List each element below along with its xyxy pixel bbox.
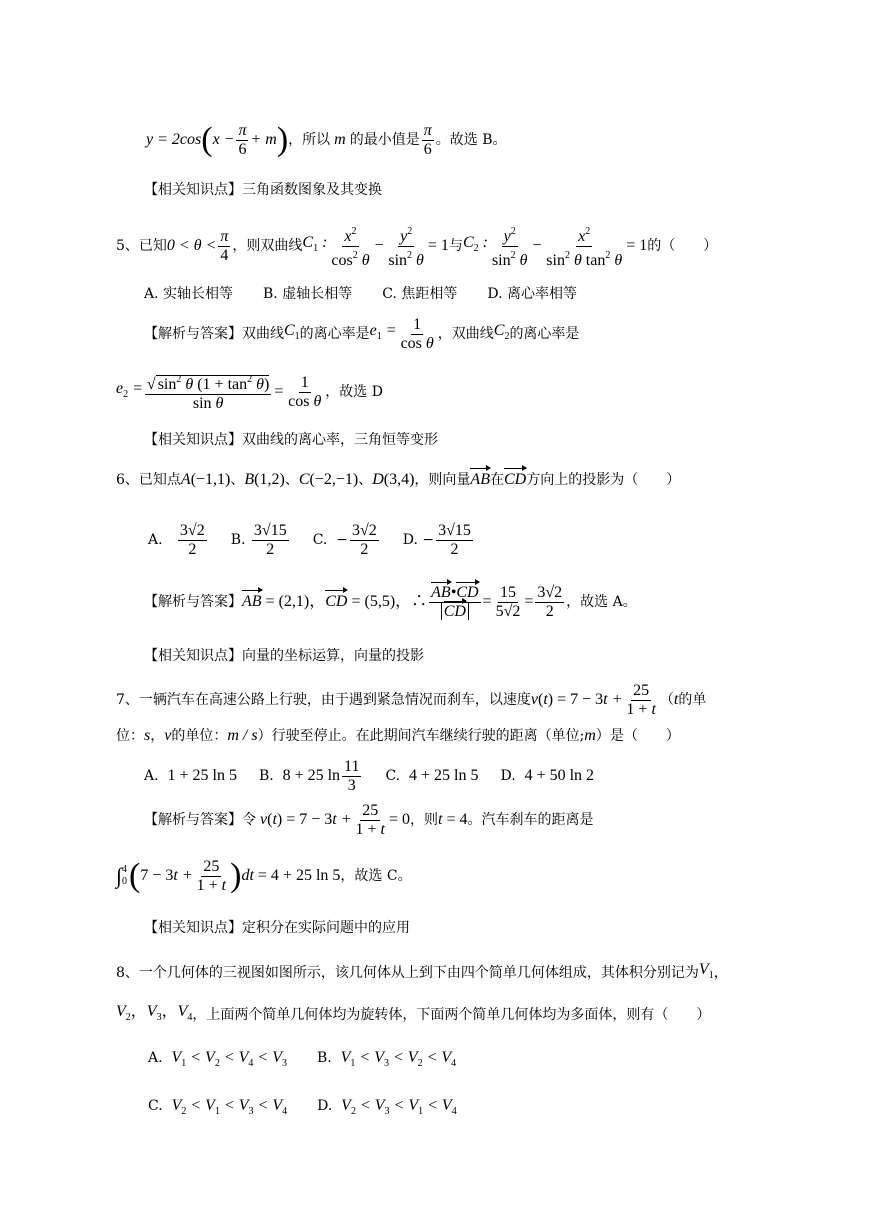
math-t: t: [673, 691, 679, 708]
math-y-2cos: y = 2cos: [146, 131, 202, 148]
question-8-line2: [116, 1002, 710, 1028]
math-c1: $C_1$ :: [302, 234, 328, 254]
q7-line2-a: 位：: [116, 728, 144, 744]
text-min: 的最小值是: [349, 132, 420, 148]
math-ab-value: = (2,1)，: [261, 593, 326, 610]
q7-ans-head: 【解析与答案】令: [144, 812, 256, 828]
q6-option-c-label: C. −: [312, 532, 348, 548]
fraction-y2-sin2: $\frac{y^2}{\sin^2 \theta}$: [386, 223, 426, 270]
q6-option-d-label: D. −: [402, 532, 435, 548]
fraction-25-1t-c: $\frac{25}{1 + t}$: [196, 857, 227, 894]
math-e2: $e_2$ =: [116, 380, 143, 400]
q8-line2: ，上面两个简单几何体均为旋转体，下面两个简单几何体均为多面体，则有（ ）: [192, 1007, 711, 1023]
math-v2-v3-v4: $V_2$，$V_3$，$V_4$: [116, 1003, 193, 1023]
q5-options: [144, 284, 577, 304]
q5-ans-mid2: ，双曲线: [437, 326, 494, 342]
q8-line1: 8、一个几何体的三视图如图所示，该几何体从上到下由四个简单几何体组成，其体积分别记为: [116, 965, 699, 981]
unit-m-per-s: m / s: [227, 727, 258, 744]
math-dt-result: dt = 4 + 25 ln 5: [241, 867, 341, 884]
math-velocity: v(t) = 7 − 3t +: [530, 691, 623, 708]
math-integral: ∫: [116, 863, 123, 888]
question-7-line2: [116, 726, 680, 746]
q7-line2-c: 的单位：: [171, 728, 228, 744]
vector-ab: AB: [470, 471, 490, 488]
math-x-minus: x −: [212, 131, 235, 148]
math-minus: −: [373, 237, 385, 254]
knowledge-point-4: 【相关知识点】三角函数图象及其变换: [144, 182, 382, 198]
vector-cd: CD: [503, 471, 527, 488]
question-5: [116, 222, 717, 270]
math-c1b: $C_1$: [284, 322, 300, 342]
math-eq-0: = 0: [389, 811, 411, 828]
q5-ans-head: 【解析与答案】双曲线: [144, 326, 284, 342]
q5-ans-end: 的离心率是: [509, 326, 580, 342]
q7-ans-mid: ，则: [410, 812, 439, 828]
q6-option-d-value: $\frac{3√15}{2}$: [438, 521, 471, 558]
q6-suffix: 方向上的投影为（ ）: [526, 472, 681, 488]
q6-prefix: 6、已知点: [116, 472, 181, 488]
math-eq: =: [273, 383, 285, 400]
math-plus-m: + m: [250, 131, 277, 148]
q7-option-d: D. 4 + 50 ln 2: [500, 767, 595, 784]
q8-option-c: C. $V_2 < V_1 < V_3 < V_4$: [148, 1097, 288, 1117]
fraction-1-cos: $\frac{1}{\text{cos θ}}$: [400, 315, 434, 352]
q7-option-b: B. 8 + 25 ln: [258, 767, 341, 784]
q6-mid2: 在: [489, 472, 504, 488]
math-eq-1b: = 1: [626, 237, 648, 254]
fraction-3sqrt2-2: $\frac{3√2}{2}$: [537, 583, 563, 620]
integral-bounds: 4 0: [122, 864, 128, 887]
q8-option-b: B. $V_1 < V_3 < V_2 < V_4$: [316, 1049, 457, 1069]
fraction-sqrt-e2: $\frac{√ \sin^2 \theta (1 + \tan^2 \theta)}{\text{sin θ}}$: [145, 371, 271, 413]
solution-4-tail: [146, 116, 507, 164]
q7-line2-b: ，: [150, 728, 165, 744]
fraction-25-1t: $\frac{25}{1 + t}$: [626, 681, 656, 718]
q5-suffix: 的（ ）: [647, 238, 718, 254]
q7-line2-e: ）是（ ）: [595, 728, 680, 744]
fraction-1-cos-b: $\frac{1}{\text{cos θ}}$: [288, 373, 322, 410]
fraction-pi-4: $\frac{\pi}{4}$: [220, 227, 229, 264]
question-7-line1: [116, 678, 706, 722]
q5-mid1: ，则双曲线: [232, 238, 303, 254]
q5-option-c: C. 焦距相等: [382, 286, 458, 302]
q7-suffix1: （: [659, 692, 674, 708]
q6-option-c-value: $\frac{3√2}{2}$: [351, 521, 377, 558]
q5-ans-mid: 的离心率是: [299, 326, 370, 342]
math-minus-b: −: [531, 237, 543, 254]
math-7-3t: 7 − 3t +: [140, 867, 193, 884]
q6-sep1: 、: [230, 472, 245, 488]
q5-answer-line2: [116, 366, 383, 418]
q6-answer: [144, 576, 637, 628]
paren-open: (: [201, 121, 213, 158]
knowledge-point-6: 【相关知识点】向量的坐标运算，向量的投影: [144, 648, 424, 664]
q6-options: [148, 516, 475, 564]
math-v: v: [164, 727, 172, 744]
fraction-x2-cos2: $\frac{x^2}{\cos^2 \theta}$: [329, 223, 371, 270]
q8-comma: ，: [713, 965, 728, 981]
point-b: B(1,2): [244, 471, 285, 488]
q7-choose: ，故选 C。: [340, 868, 412, 884]
q6-option-a-value: $\frac{3√2}{2}$: [179, 521, 205, 558]
q7-options: [144, 756, 594, 796]
math-theta-range: 0 < θ <: [166, 237, 217, 254]
fraction-x2-sin2tan2: $\frac{x^2}{\sin^2 \theta \tan^2 \theta}$: [544, 223, 624, 270]
q8-options-row2: [148, 1096, 457, 1122]
q8-option-a: A. $V_1 < V_2 < V_4 < V_3$: [148, 1049, 287, 1069]
q7-line2-d: ）行驶至停止。在此期间汽车继续行驶的距离（单位;: [257, 728, 585, 744]
q5-prefix: 5、已知: [116, 238, 167, 254]
fraction-projection: $\frac{AB•CD}{CD}$: [431, 583, 479, 620]
math-v-eq: v(t) = 7 − 3t +: [256, 811, 352, 828]
point-d: D(3,4): [372, 471, 415, 488]
math-t-4: t = 4: [438, 811, 468, 828]
math-c2b: $C_2$: [493, 322, 510, 342]
paren-close-b: ): [230, 857, 242, 894]
text-so: ，所以: [288, 132, 331, 148]
point-c: C(−2,−1): [298, 471, 359, 488]
math-m: m: [330, 131, 350, 148]
math-eq-3sqrt2: =: [524, 593, 534, 610]
fraction-pi-6: $\frac{\pi}{6}$: [238, 121, 247, 158]
q6-option-b-value: $\frac{3√15}{2}$: [253, 521, 287, 558]
text-choose-b: 。故选 B。: [435, 132, 507, 148]
fraction-25-1t-b: $\frac{25}{1 + t}$: [355, 801, 385, 838]
unit-s: s: [144, 727, 151, 744]
knowledge-point-5: 【相关知识点】双曲线的离心率，三角恒等变形: [144, 432, 438, 448]
fraction-15-5sqrt2: $\frac{15}{5√2}$: [495, 583, 521, 620]
math-c2: $C_2$ :: [462, 234, 488, 254]
q7-option-c: C. 4 + 25 ln 5: [385, 767, 479, 784]
q6-option-a-label: A.: [148, 532, 176, 548]
q7-prefix: 7、一辆汽车在高速公路上行驶，由于遇到紧急情况而刹车，以速度: [116, 692, 531, 708]
q5-option-d: D. 离心率相等: [487, 286, 577, 302]
paren-open-b: (: [129, 857, 141, 894]
q6-sep3: 、: [358, 472, 373, 488]
math-v1: $V_1$: [698, 961, 714, 981]
q6-sep2: 、: [284, 472, 299, 488]
fraction-pi-6b: $\frac{\pi}{6}$: [423, 121, 432, 158]
math-eq-1: = 1: [427, 237, 449, 254]
unit-m: m: [584, 727, 596, 744]
q5-option-b: B. 虚轴长相等: [263, 286, 353, 302]
math-cd-value: = (5,5)，∴: [347, 593, 428, 610]
vector-ab-b: AB: [242, 593, 262, 610]
q8-option-d: D. $V_2 < V_3 < V_1 < V_4$: [317, 1097, 457, 1117]
question-8-line1: [116, 960, 728, 986]
q6-ans-head: 【解析与答案】: [144, 594, 242, 610]
q7-option-b-fraction: $\frac{11}{3}$: [344, 757, 360, 794]
q7-answer-line1: [144, 798, 594, 842]
math-eq-15: =: [482, 593, 492, 610]
q5-option-a: A. 实轴长相等: [144, 286, 234, 302]
q7-suffix2: 的单: [678, 692, 707, 708]
q5-answer-line1: [144, 312, 579, 356]
q8-options-row1: [148, 1048, 456, 1074]
paren-close: ): [276, 121, 289, 158]
q6-option-b-label: B.: [230, 532, 250, 548]
q6-choose: ，故选 A。: [566, 594, 637, 610]
fraction-y2-sin2b: $\frac{y^2}{\sin^2 \theta}$: [490, 223, 530, 270]
knowledge-point-7: 【相关知识点】定积分在实际问题中的应用: [144, 920, 410, 936]
q5-choose: ，故选 D: [325, 384, 383, 400]
question-6: [116, 470, 680, 490]
q7-answer-line2: [116, 852, 412, 900]
q7-ans-end: 。汽车刹车的距离是: [467, 812, 594, 828]
math-e1: $e_1$ =: [369, 322, 397, 342]
q5-mid2: 与: [448, 238, 463, 254]
q6-mid: ，则向量: [414, 472, 471, 488]
q7-option-a: A. 1 + 25 ln 5: [144, 767, 237, 784]
point-a: A(−1,1): [180, 471, 231, 488]
vector-cd-b: CD: [325, 593, 348, 610]
